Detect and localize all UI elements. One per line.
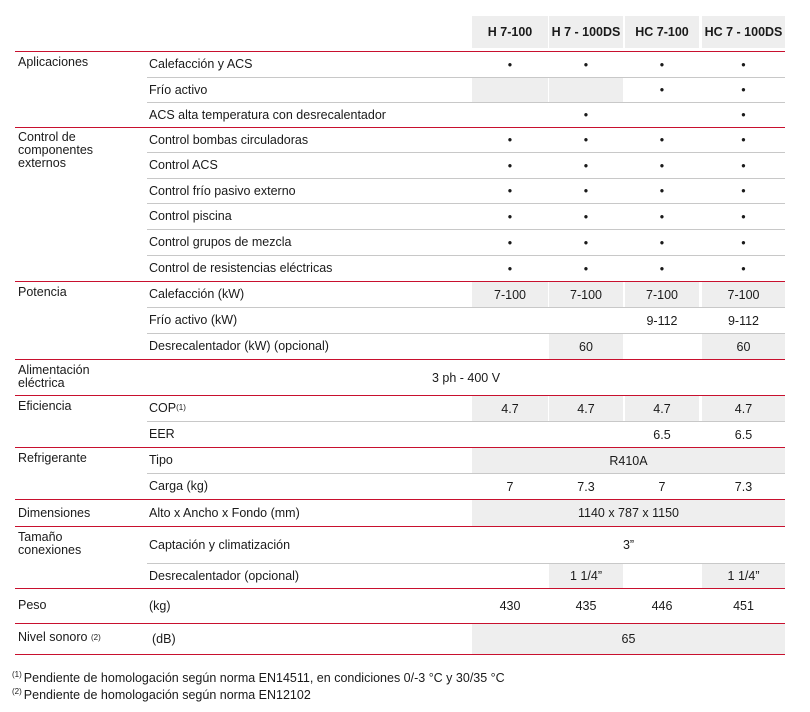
category-line: externos	[18, 156, 66, 170]
row-label	[149, 230, 291, 255]
category-line: Alimentación	[18, 363, 90, 377]
value-cell: •	[741, 184, 746, 198]
row-label-text: Desrecalentador (opcional)	[149, 569, 300, 583]
category-text: Dimensiones	[18, 506, 91, 520]
category-text: Refrigerante	[18, 451, 87, 465]
value-cell	[549, 422, 623, 447]
value-cell: •	[583, 261, 589, 276]
value-cell: •	[507, 158, 513, 173]
column-header-line: DS	[765, 25, 783, 39]
value-cell	[549, 308, 623, 333]
column-header	[625, 16, 699, 48]
value-cell: •	[507, 184, 513, 198]
value-cell	[625, 103, 699, 127]
value-cell: •	[583, 108, 589, 122]
value-cell: 1 1/4”	[702, 564, 785, 588]
value-cell: •	[659, 57, 665, 72]
value-cell: •	[583, 57, 589, 72]
column-header	[702, 16, 785, 48]
category-aplicaciones	[18, 56, 88, 69]
value-cell: 6.5	[653, 427, 671, 442]
row-label	[149, 564, 299, 588]
row-label	[149, 500, 300, 526]
value-cell: •	[507, 261, 513, 276]
category-tamano	[18, 531, 81, 557]
category-eficiencia	[18, 400, 72, 413]
category-text: Eficiencia	[18, 399, 72, 413]
value-cell: 7	[658, 479, 666, 494]
value-cell: 4.7	[472, 396, 548, 421]
value-cell-span: R410A	[472, 448, 785, 473]
value-cell: •	[659, 158, 665, 173]
row-label-text: Control ACS	[149, 158, 218, 172]
row-label-text: ACS alta temperatura con desrecalentador	[149, 108, 386, 122]
row-label	[149, 422, 175, 447]
footnote-1	[12, 671, 505, 685]
value-cell: •	[659, 209, 665, 224]
row-label-text: Calefacción y ACS	[149, 57, 253, 71]
value-cell	[625, 334, 699, 359]
category-control	[18, 131, 93, 170]
value-cell: 1 1/4”	[549, 564, 623, 588]
value-cell: •	[507, 133, 513, 147]
value-cell: •	[659, 133, 665, 147]
footnote-2-text: Pendiente de homologación según norma EN12102	[23, 688, 311, 702]
value-cell: •	[741, 261, 746, 276]
value-cell: 7	[506, 479, 514, 494]
column-header	[549, 16, 623, 48]
value-cell	[472, 422, 548, 447]
column-header-line: H 7-100	[487, 25, 533, 39]
row-label-text: COP	[149, 401, 177, 415]
value-cell: 9-112	[727, 313, 760, 328]
category-text: Nivel sonoro	[18, 630, 88, 644]
category-refrigerante	[18, 452, 87, 465]
row-label-text: Tipo	[149, 453, 173, 467]
category-nivel	[18, 631, 101, 644]
column-header-line: H 7 - 100	[551, 25, 604, 39]
row-label	[149, 256, 332, 281]
value-cell: 4.7	[625, 396, 699, 421]
value-cell-span: 3”	[622, 538, 635, 552]
row-label-text: Frío activo (kW)	[149, 313, 238, 327]
footnote-2-mark: (2)	[12, 687, 22, 696]
row-label	[149, 78, 207, 102]
value-cell: 7-100	[702, 282, 785, 307]
row-label	[149, 153, 218, 178]
category-note: (2)	[90, 633, 101, 642]
value-cell: •	[741, 235, 746, 250]
row-label	[149, 527, 290, 563]
value-cell: •	[741, 209, 746, 224]
category-line: eléctrica	[18, 376, 65, 390]
value-cell: 6.5	[734, 427, 753, 442]
value-cell: •	[659, 261, 665, 276]
row-label	[149, 282, 244, 307]
value-cell	[472, 308, 548, 333]
value-cell: •	[507, 235, 513, 250]
category-alimentacion	[18, 364, 90, 390]
value-cell	[472, 78, 548, 102]
row-label	[149, 128, 308, 152]
value-cell: 4.7	[702, 396, 785, 421]
category-line: Control de	[18, 130, 76, 144]
value-cell: 7-100	[625, 282, 699, 307]
value-cell: 7-100	[549, 282, 623, 307]
value-cell: •	[583, 184, 589, 198]
value-cell: •	[741, 108, 746, 122]
row-label	[149, 103, 386, 127]
footnote-2	[12, 688, 311, 702]
row-label	[149, 396, 186, 421]
row-label	[149, 204, 232, 229]
footnote-1-text: Pendiente de homologación según norma EN14511, en condiciones 0/-3 °C y 30/35 °C	[23, 671, 505, 685]
column-header	[472, 16, 548, 48]
value-cell: •	[507, 57, 513, 72]
row-label-text: Desrecalentador (kW) (opcional)	[149, 339, 329, 353]
value-cell: 446	[651, 599, 673, 613]
value-cell: 7-100	[472, 282, 548, 307]
row-label-text: Control piscina	[149, 209, 232, 223]
value-cell: 60	[549, 334, 623, 359]
row-label-text: Control bombas circuladoras	[149, 133, 309, 147]
category-line: Tamaño	[18, 530, 63, 544]
category-peso	[18, 599, 47, 612]
row-label	[149, 589, 171, 623]
value-cell: 451	[733, 599, 754, 613]
value-cell: •	[583, 133, 589, 147]
row-label-text: Frío activo	[149, 83, 208, 97]
column-header-line: HC 7-100	[635, 25, 689, 39]
row-label	[149, 179, 296, 203]
value-cell: 7.3	[577, 479, 595, 494]
value-cell: •	[741, 57, 746, 72]
value-cell: 60	[702, 334, 785, 359]
category-line: componentes	[18, 143, 94, 157]
row-label	[149, 448, 173, 473]
value-cell: 9-112	[646, 313, 678, 328]
row-label	[152, 624, 176, 654]
category-dimensiones	[18, 507, 90, 520]
row-label-note: (1)	[176, 403, 186, 412]
category-text: Peso	[18, 598, 47, 612]
value-cell	[549, 78, 623, 102]
row-label-text: (dB)	[152, 632, 176, 646]
value-cell	[625, 564, 699, 588]
row-label	[149, 334, 329, 359]
category-text: Aplicaciones	[18, 55, 89, 69]
row-label-text: Captación y climatización	[149, 538, 291, 552]
row-label-text: Calefacción (kW)	[149, 287, 245, 301]
footnote-1-mark: (1)	[12, 670, 22, 679]
value-cell: 4.7	[549, 396, 623, 421]
value-cell: •	[741, 133, 746, 147]
category-text: Potencia	[18, 285, 67, 299]
section-divider	[15, 654, 785, 655]
value-cell: •	[583, 209, 589, 224]
row-label-text: Control frío pasivo externo	[149, 184, 296, 198]
row-label	[149, 308, 237, 333]
row-label-text: Control grupos de mezcla	[149, 235, 292, 249]
value-cell	[472, 103, 548, 127]
value-cell	[472, 564, 548, 588]
value-cell: 430	[499, 599, 521, 613]
column-header-line: DS	[603, 25, 621, 39]
value-cell-span: 1140 x 787 x 1150	[472, 500, 785, 526]
value-cell: •	[741, 83, 746, 97]
value-cell-span: 3 ph - 400 V	[431, 370, 501, 385]
category-potencia	[18, 286, 67, 299]
value-cell: •	[659, 83, 665, 97]
column-header-line: HC 7 - 100	[704, 25, 766, 39]
value-cell: •	[583, 235, 589, 250]
row-label	[149, 52, 253, 77]
value-cell-span: 65	[472, 624, 785, 654]
value-cell: •	[741, 158, 746, 173]
row-label-text: Carga (kg)	[149, 479, 209, 493]
value-cell: •	[659, 184, 665, 198]
value-cell: •	[659, 235, 665, 250]
row-label-text: Control de resistencias eléctricas	[149, 261, 333, 275]
value-cell: 435	[575, 599, 597, 613]
row-label-text: EER	[149, 427, 175, 441]
category-line: conexiones	[18, 543, 82, 557]
value-cell: •	[583, 158, 589, 173]
value-cell: 7.3	[734, 479, 753, 494]
value-cell: •	[507, 209, 513, 224]
row-label-text: Alto x Ancho x Fondo (mm)	[149, 506, 300, 520]
row-label-text: (kg)	[149, 599, 171, 613]
value-cell	[472, 334, 548, 359]
row-label	[149, 474, 208, 499]
